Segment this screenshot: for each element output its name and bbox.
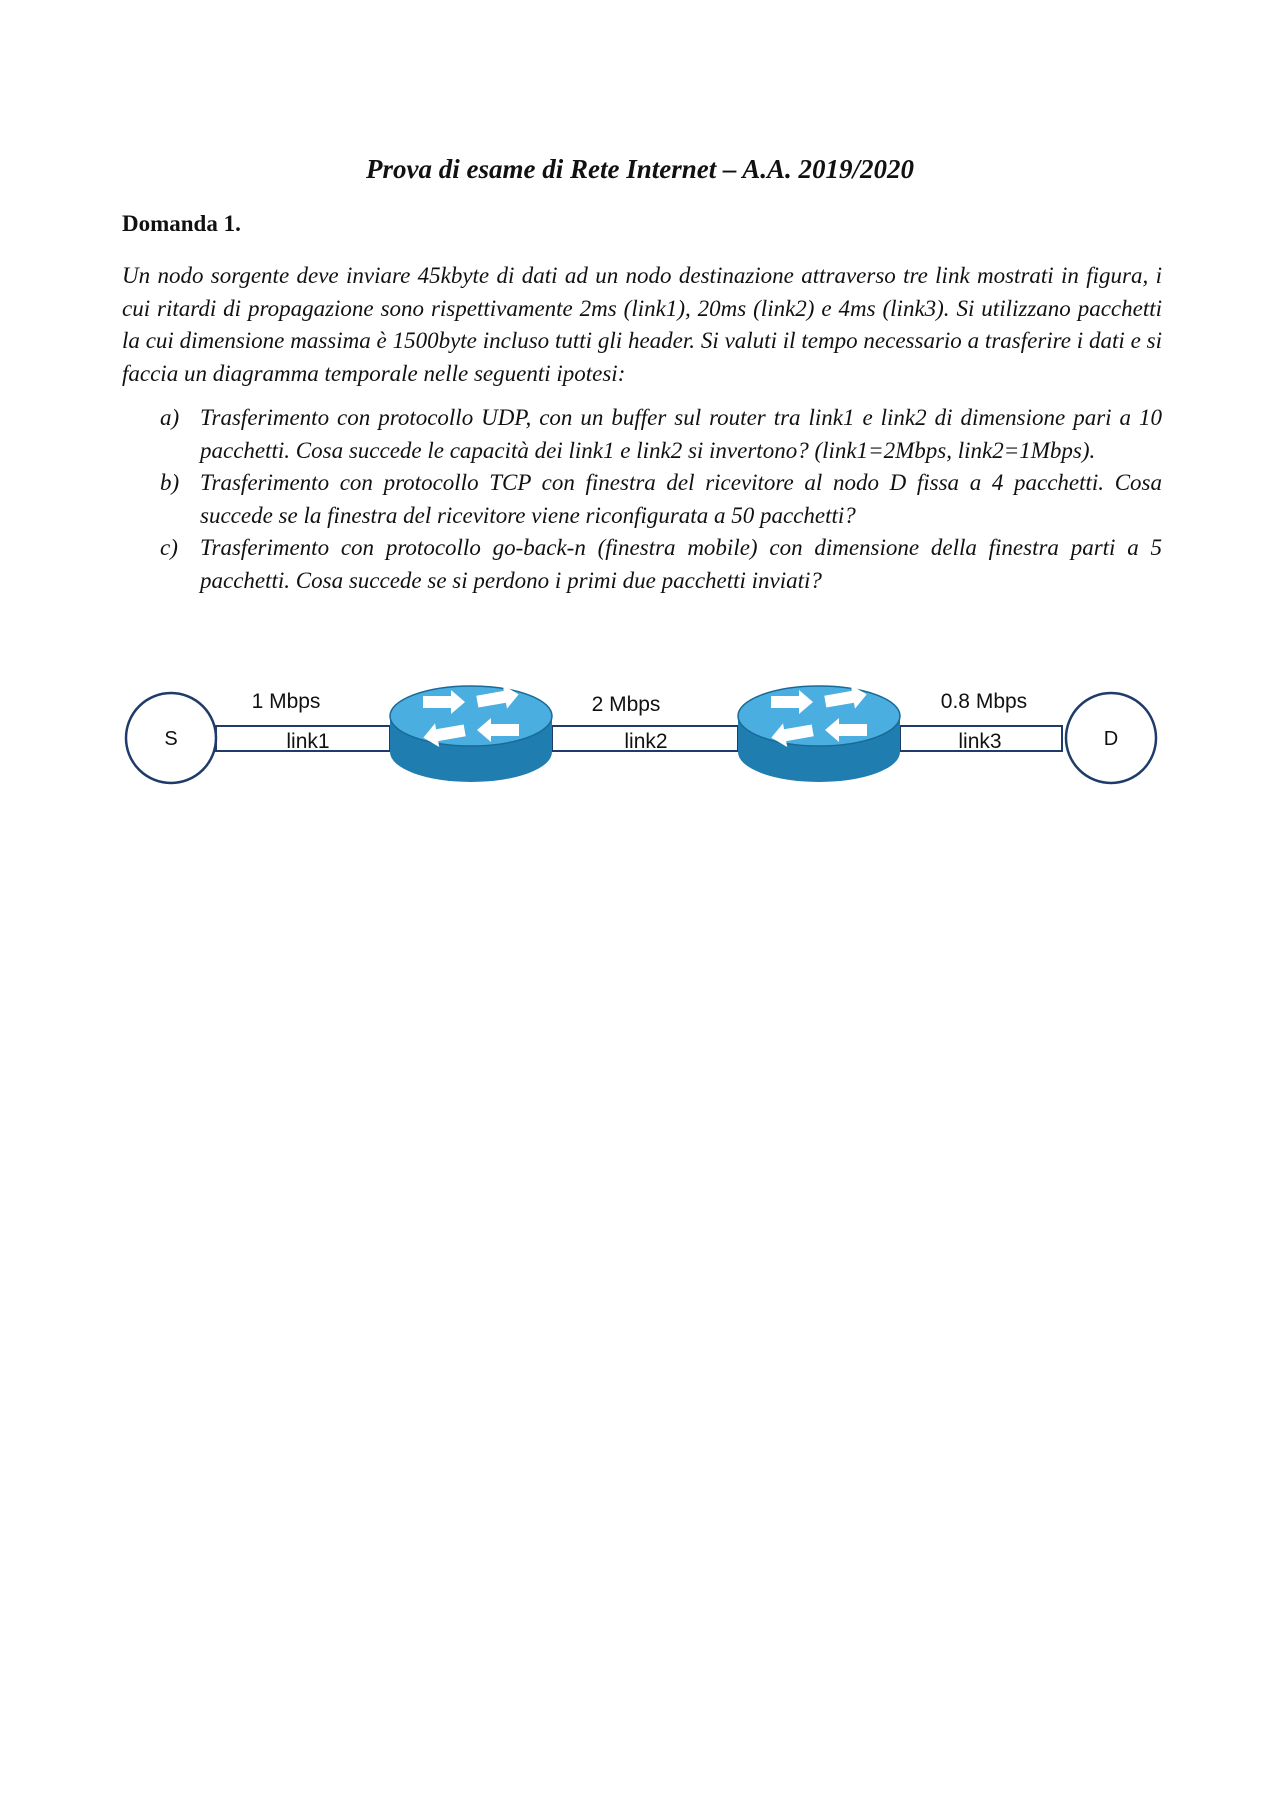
list-item — [160, 402, 1162, 467]
link3-rate-label: 0.8 Mbps — [940, 690, 1028, 713]
list-item-text: Trasferimento con protocollo TCP con finestra del ricevitore al nodo D fissa a 4 pacchetti. Cosa succede se la finestra del ricevitore viene riconfigurata a 50 pacchetti? — [200, 470, 1162, 528]
router-icon — [738, 683, 900, 782]
question-intro: Un nodo sorgente deve inviare 45kbyte di dati ad un nodo destinazione attraverso tre link mostrati in figura, i cui ritardi di propagazione sono rispettivamente 2ms (link1), 20ms (link2) e 4ms (link3). Si utilizzano pacchetti la cui dimensione massima è 1500byte incluso tutti gli header. Si valuti il tempo necessario a trasferire i dati e si faccia un diagramma temporale nelle seguenti ipotesi: — [122, 263, 1162, 386]
router-icon — [390, 683, 552, 782]
list-item-marker: c) — [160, 535, 178, 560]
page-title: Prova di esame di Rete Internet – A.A. 2019/2020 — [366, 154, 914, 184]
list-item-text: Trasferimento con protocollo go-back-n (finestra mobile) con dimensione della finestra parti a 5 pacchetti. Cosa succede se si perdono i primi due pacchetti inviati? — [200, 535, 1162, 593]
list-item-marker: b) — [160, 470, 180, 495]
link2-rate-label: 2 Mbps — [591, 693, 661, 716]
list-item — [160, 532, 1162, 597]
link1-rate-label: 1 Mbps — [251, 690, 321, 713]
question-title: Domanda 1. — [122, 211, 241, 236]
link1-name-label: link1 — [286, 730, 330, 753]
source-node — [126, 693, 216, 783]
list-item-marker: a) — [160, 405, 180, 430]
link2-name-label: link2 — [624, 730, 668, 753]
link3-name-label: link3 — [958, 730, 1002, 753]
destination-node-label: D — [1103, 728, 1119, 750]
list-item-text: Trasferimento con protocollo UDP, con un buffer sul router tra link1 e link2 di dimensione pari a 10 pacchetti. Cosa succede le capacità dei link1 e link2 si invertono? (link1=2Mbps, link2=1Mbps). — [200, 405, 1162, 463]
destination-node — [1066, 693, 1156, 783]
question-items-list — [160, 402, 1162, 597]
source-node-label: S — [164, 728, 178, 750]
list-item — [160, 467, 1162, 532]
network-diagram — [118, 680, 1168, 810]
